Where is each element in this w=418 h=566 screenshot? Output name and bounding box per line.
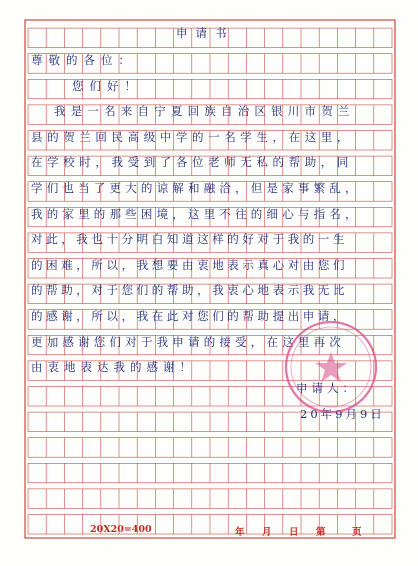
letter-title: 申请书 xyxy=(176,26,235,40)
body-line: 由衷地表达我的感谢！ xyxy=(31,360,196,374)
body-line: 的感谢，所以，我在此对您们的帮助提出申请， xyxy=(31,309,349,323)
body-line: 在学校时，我受到了各位老师无私的帮助，同 xyxy=(31,155,353,169)
body-line: 县的贺兰回民高级中学的一名学生，在这里， xyxy=(31,130,353,144)
letter-greeting: 您们好！ xyxy=(72,79,142,93)
body-line: 我是一名来自宁夏回族自治区银川市贺兰 xyxy=(54,104,355,118)
footer-year-label: 年 xyxy=(235,527,245,538)
body-line: 我的家里的那些困境，这里不往的细心与指名， xyxy=(31,207,361,221)
footer-page-prefix: 第 xyxy=(316,527,326,538)
footer-day-label: 日 xyxy=(289,527,299,538)
footer-page-suffix: 页 xyxy=(352,527,362,538)
footer-month-label: 月 xyxy=(262,527,272,538)
body-line: 学们也当了更大的谅解和融洽，但是家事繁乱， xyxy=(31,181,361,195)
grid-spec-label: 20X20=400 xyxy=(90,524,152,535)
body-line: 的困难，所以，我想要由衷地表示真心对由您们 xyxy=(31,258,349,272)
letter-salutation: 尊敬的各位： xyxy=(31,53,136,67)
body-line: 更加感谢您们对于我申请的接受，在这里再次 xyxy=(31,335,345,349)
body-line: 对此，我也十分明白知道这样的好对于我的一生 xyxy=(31,232,349,246)
signature-label: 申请人： xyxy=(296,381,358,395)
red-seal-stamp xyxy=(282,318,380,416)
letter-date: 20年9月9日 xyxy=(300,407,385,421)
body-line: 的帮助，对于您们的帮助，我衷心地表示我无比 xyxy=(31,283,349,297)
